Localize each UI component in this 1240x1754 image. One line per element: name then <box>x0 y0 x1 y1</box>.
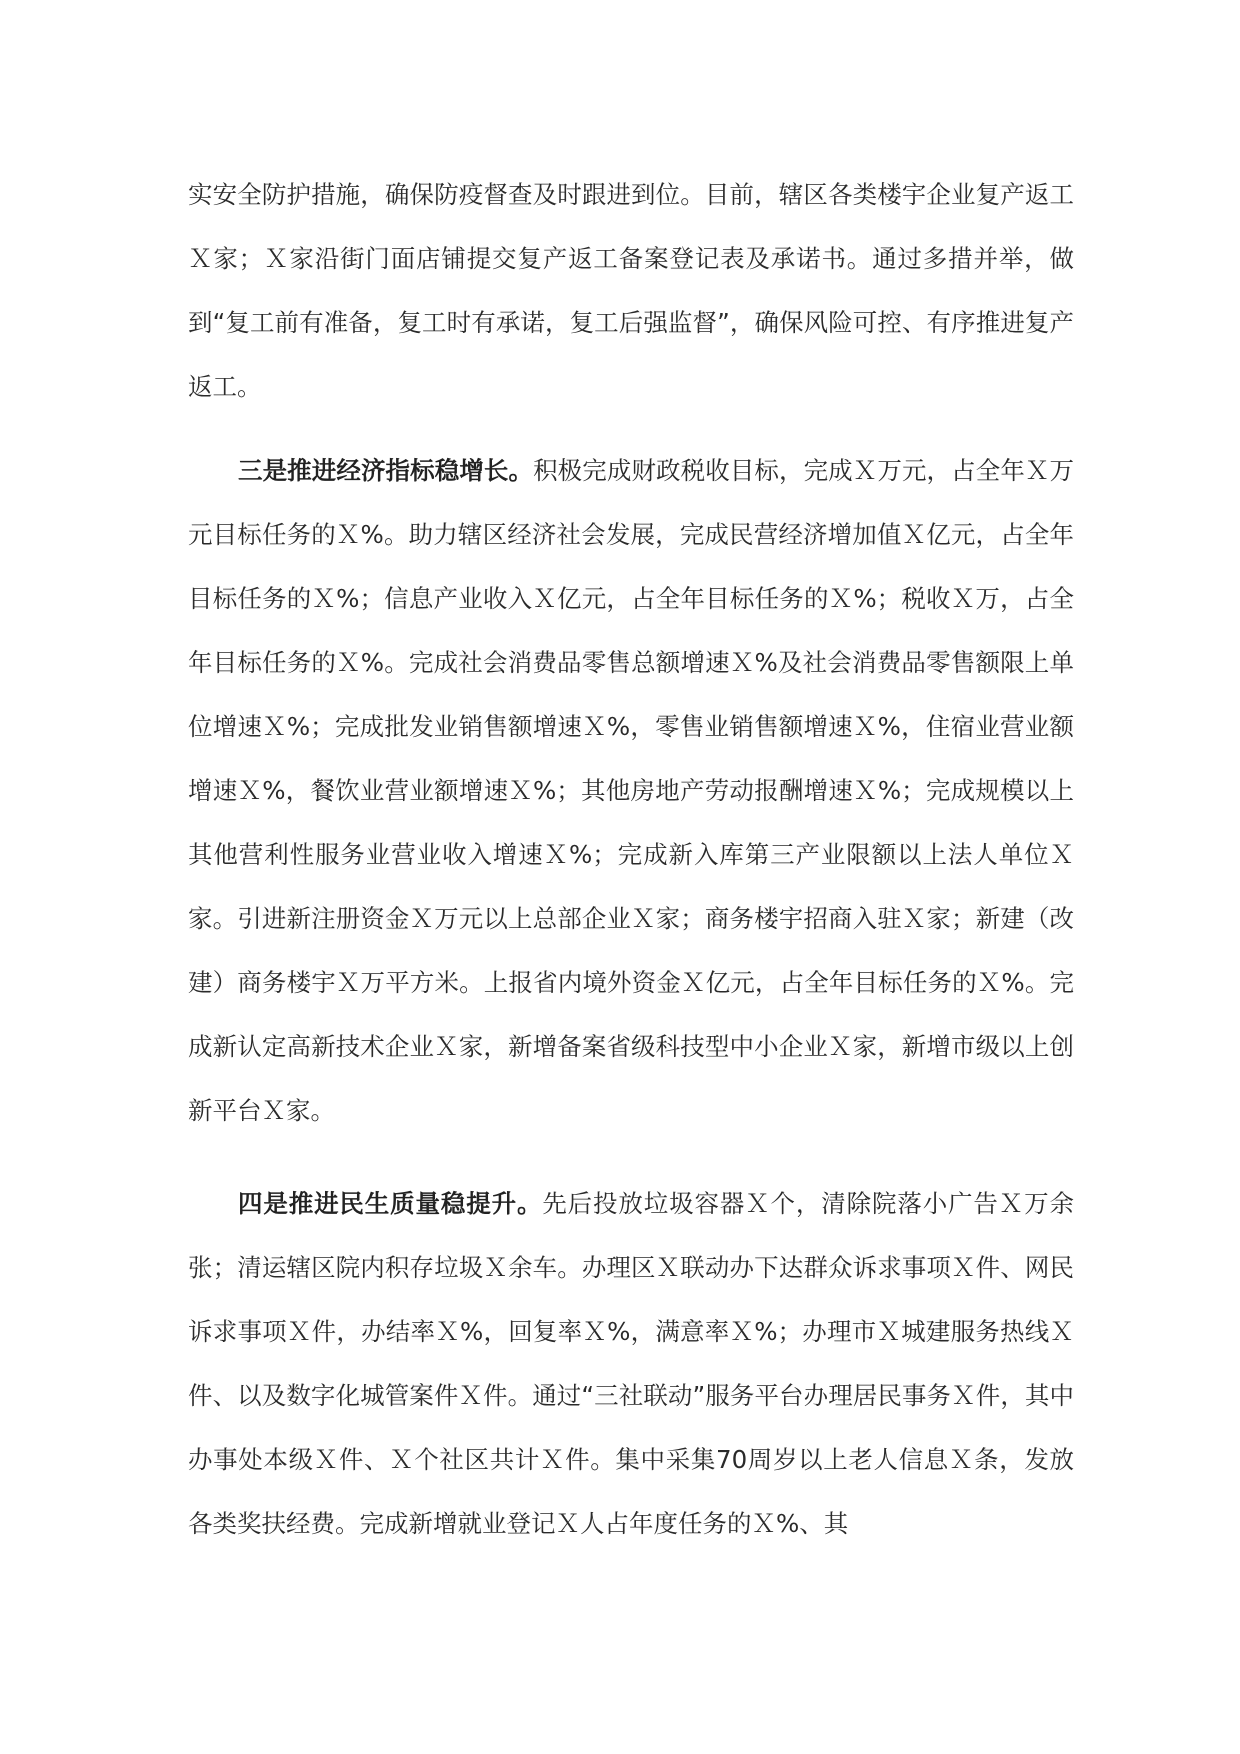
paragraph-livelihood-quality <box>188 1172 1074 1556</box>
paragraph-continued <box>188 163 1074 419</box>
paragraph-text: 先后投放垃圾容器Ｘ个，清除院落小广告Ｘ万余张；清运辖区院内积存垃圾Ｘ余车。办理区Ｘ联动办下达群众诉求事项Ｘ件、网民诉求事项Ｘ件，办结率Ｘ%，回复率Ｘ%，满意率Ｘ%；办理市Ｘ城建服务热线Ｘ件、以及数字化城管案件Ｘ件。通过“三社联动”服务平台办理居民事务Ｘ件，其中办事处本级Ｘ件、Ｘ个社区共计Ｘ件。集中采集70周岁以上老人信息Ｘ条，发放各类奖扶经费。完成新增就业登记Ｘ人占年度任务的Ｘ%、其 <box>188 1189 1074 1538</box>
paragraph-text: 积极完成财政税收目标，完成Ｘ万元，占全年Ｘ万元目标任务的Ｘ%。助力辖区经济社会发展，完成民营经济增加值Ｘ亿元，占全年目标任务的Ｘ%；信息产业收入Ｘ亿元，占全年目标任务的Ｘ%；税收Ｘ万，占全年目标任务的Ｘ%。完成社会消费品零售总额增速Ｘ%及社会消费品零售额限上单位增速Ｘ%；完成批发业销售额增速Ｘ%，零售业销售额增速Ｘ%，住宿业营业额增速Ｘ%，餐饮业营业额增速Ｘ%；其他房地产劳动报酬增速Ｘ%；完成规模以上其他营利性服务业营业收入增速Ｘ%；完成新入库第三产业限额以上法人单位Ｘ家。引进新注册资金Ｘ万元以上总部企业Ｘ家；商务楼宇招商入驻Ｘ家；新建（改建）商务楼宇Ｘ万平方米。上报省内境外资金Ｘ亿元，占全年目标任务的Ｘ%。完成新认定高新技术企业Ｘ家，新增备案省级科技型中小企业Ｘ家，新增市级以上创新平台Ｘ家。 <box>188 456 1075 1125</box>
paragraph-economic-indicators <box>188 439 1074 1143</box>
paragraph-text: 实安全防护措施，确保防疫督查及时跟进到位。目前，辖区各类楼宇企业复产返工Ｘ家；Ｘ家沿街门面店铺提交复产返工备案登记表及承诺书。通过多措并举，做到“复工前有准备，复工时有承诺，复工后强监督”，确保风险可控、有序推进复产返工。 <box>188 180 1074 401</box>
paragraph-lead-heading: 四是推进民生质量稳提升。 <box>238 1189 543 1218</box>
paragraph-lead-heading: 三是推进经济指标稳增长。 <box>238 456 534 485</box>
